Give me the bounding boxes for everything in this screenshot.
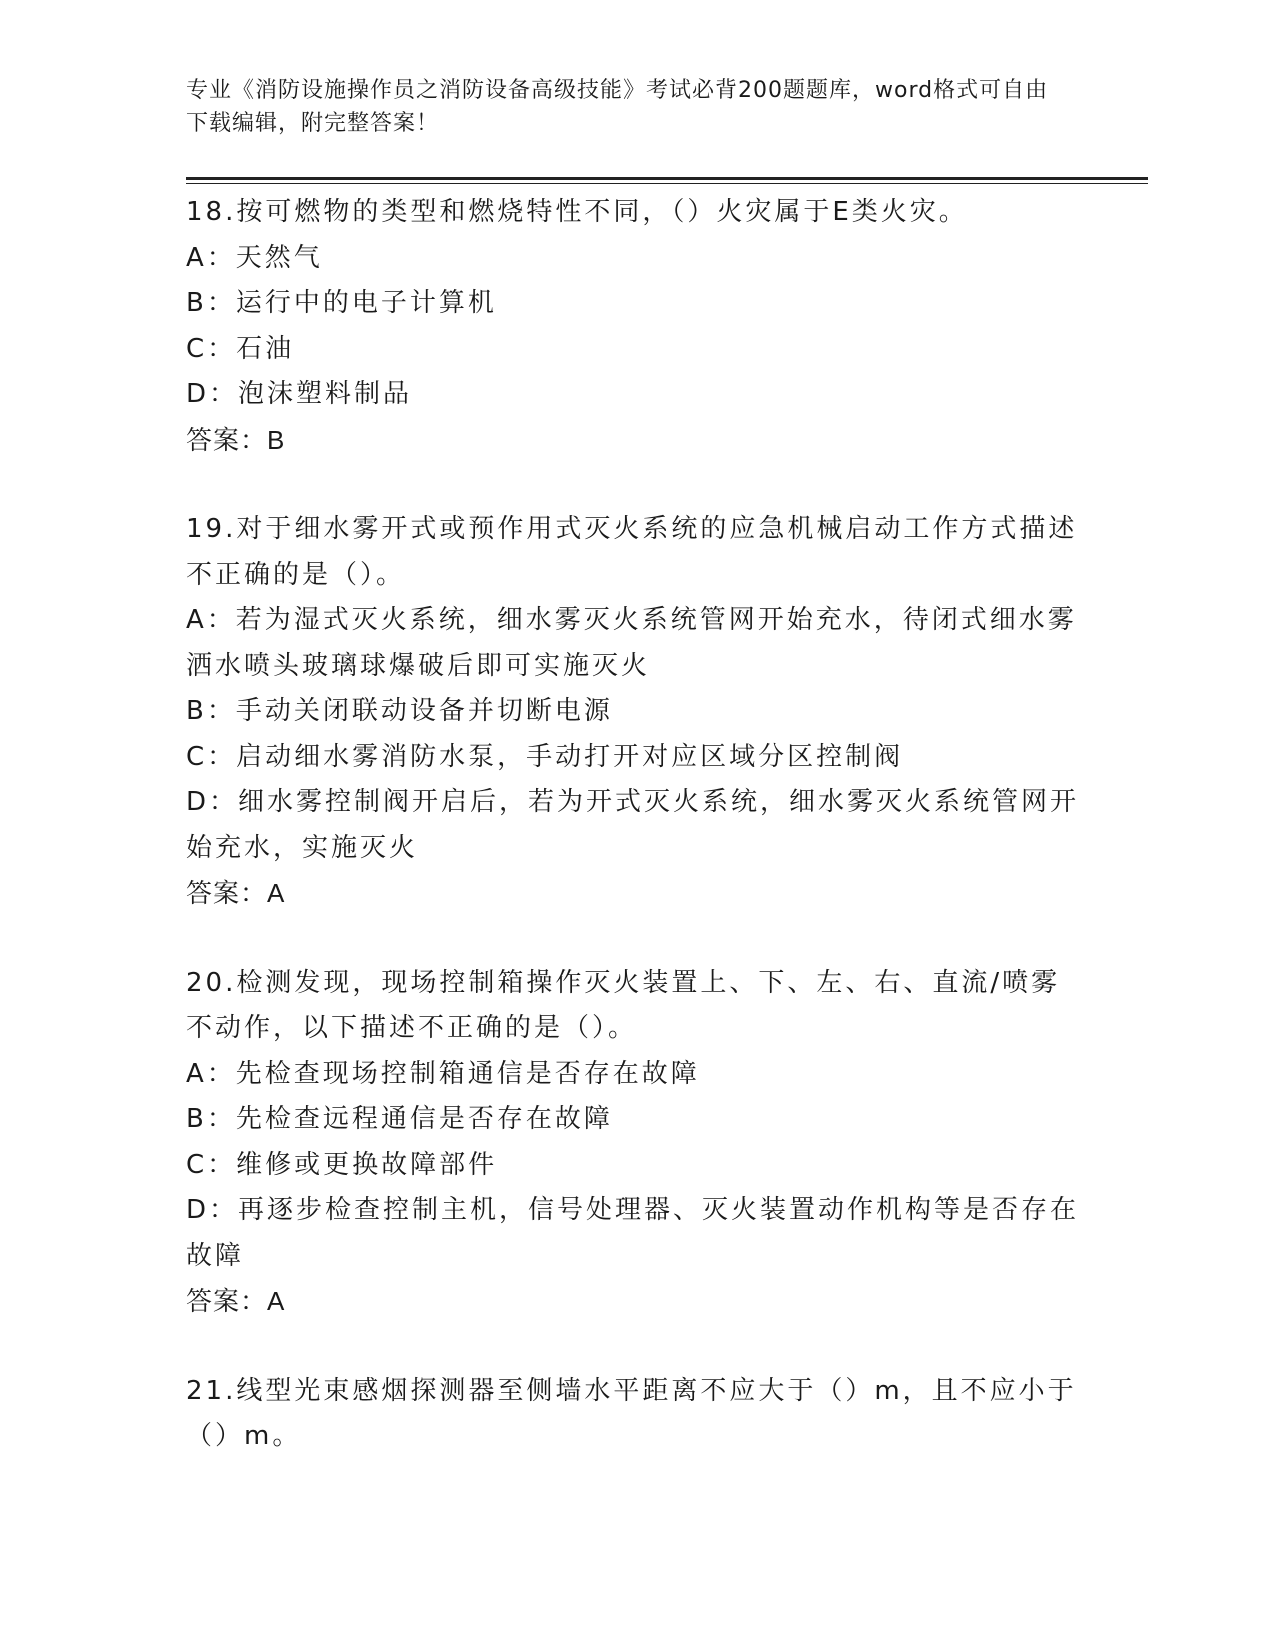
question-stem: 18.按可燃物的类型和燃烧特性不同，（）火灾属于E类火灾。 — [186, 197, 968, 227]
question-21 — [186, 1369, 1086, 1460]
option-b: B：运行中的电子计算机 — [186, 288, 497, 318]
question-19 — [186, 507, 1086, 917]
answer: 答案：A — [186, 1286, 286, 1316]
question-18 — [186, 190, 1086, 463]
header-divider-thick — [186, 177, 1148, 180]
question-stem: 19.对于细水雾开式或预作用式灭火系统的应急机械启动工作方式描述不正确的是（）。 — [186, 514, 1078, 590]
answer: 答案：A — [186, 878, 286, 908]
option-c: C：启动细水雾消防水泵，手动打开对应区域分区控制阀 — [186, 741, 904, 772]
option-c: C：石油 — [186, 333, 295, 364]
question-list — [186, 190, 1086, 1460]
option-d: D：细水雾控制阀开启后，若为开式灭火系统，细水雾灭火系统管网开始充水，实施灭火 — [186, 787, 1080, 863]
option-d: D：泡沫塑料制品 — [186, 379, 413, 409]
header-divider-thin — [186, 183, 1148, 184]
option-a: A：先检查现场控制箱通信是否存在故障 — [186, 1058, 700, 1089]
question-20 — [186, 961, 1086, 1325]
option-a: A：天然气 — [186, 242, 323, 273]
option-b: B：手动关闭联动设备并切断电源 — [186, 696, 613, 726]
option-a: A：若为湿式灭火系统，细水雾灭火系统管网开始充水，待闭式细水雾洒水喷头玻璃球爆破后即可实施灭火 — [186, 605, 1077, 681]
option-d: D：再逐步检查控制主机，信号处理器、灭火装置动作机构等是否存在故障 — [186, 1195, 1080, 1271]
document-header: 专业《消防设施操作员之消防设备高级技能》考试必背200题题库，word格式可自由下载编辑，附完整答案！ — [186, 78, 1049, 136]
option-b: B：先检查远程通信是否存在故障 — [186, 1104, 613, 1134]
question-stem: 20.检测发现，现场控制箱操作灭火装置上、下、左、右、直流/喷雾不动作，以下描述不正确的是（）。 — [186, 967, 1061, 1043]
answer: 答案：B — [186, 424, 286, 455]
question-stem: 21.线型光束感烟探测器至侧墙水平距离不应大于（）m，且不应小于（）m。 — [186, 1375, 1077, 1451]
option-c: C：维修或更换故障部件 — [186, 1149, 498, 1180]
